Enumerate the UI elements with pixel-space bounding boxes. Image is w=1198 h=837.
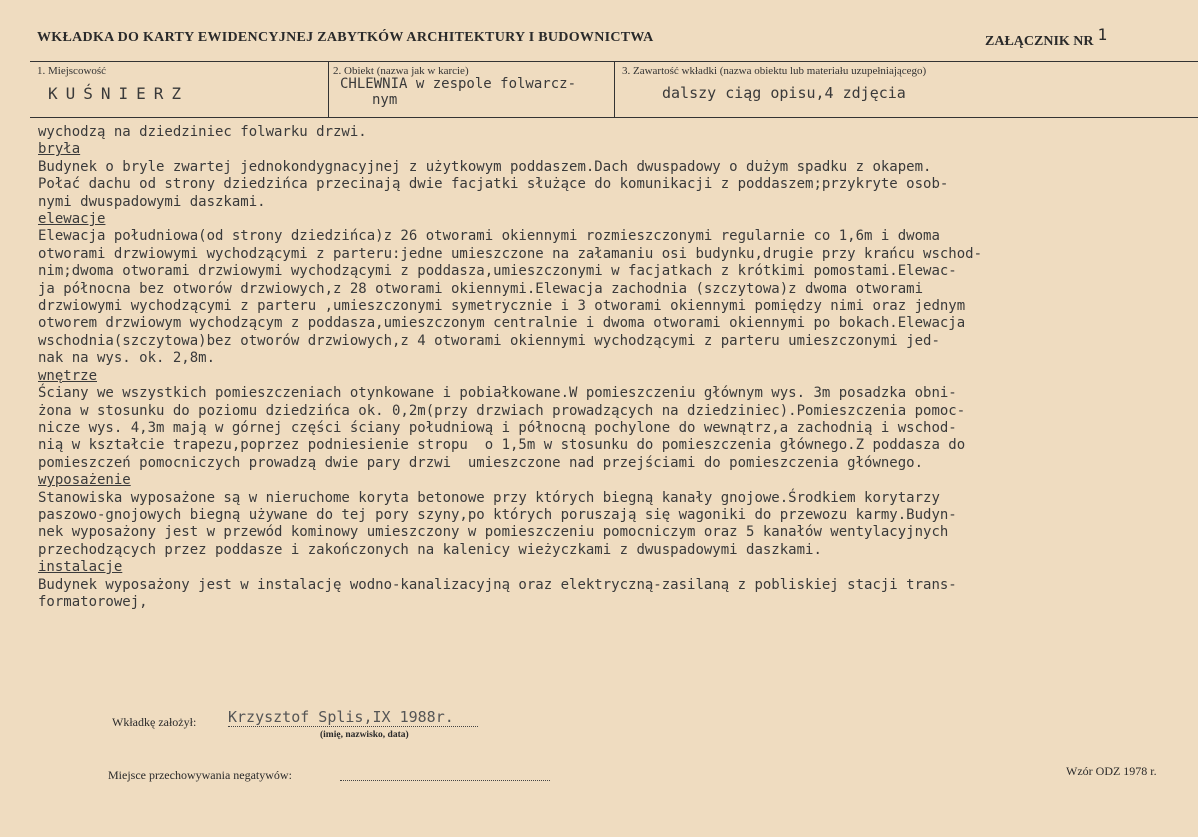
object-value-line1: CHLEWNIA w zespole folwarcz- <box>340 76 577 92</box>
negatives-label: Miejsce przechowywania negatywów: <box>108 768 292 782</box>
text-line: wychodzą na dziedziniec folwarku drzwi. <box>38 124 367 140</box>
text-line: Stanowiska wyposażone są w nieruchome koryta betonowe przy których biegną kanały gnojowe.Środkiem korytarzy <box>38 489 940 506</box>
text-line: Ściany we wszystkich pomieszczeniach otynkowane i pobiałkowane.W pomieszczeniu głównym wys. 3m posadzka obni- <box>38 385 957 402</box>
text-line: ja północna bez otworów drzwiowych,z 28 otworami okiennymi.Elewacja zachodnia (szczytowa)z dwoma otworami <box>38 280 924 297</box>
text-line: przechodzących przez poddasze i zakończonych na kalenicy wieżyczkami z dwuspadowymi daszkami. <box>38 541 822 558</box>
text-line: Elewacja południowa(od strony dziedzińca)z 26 otworami okiennymi rozmieszczonymi regularnie co 1,6m i dwoma <box>38 228 940 245</box>
text-line: otworem drzwiowym wychodzącym z poddasza,umieszczonym centralnie i dwoma otworami okiennymi po bokach.Elewacja <box>38 315 966 332</box>
text-line: pomieszczeń pomocniczych prowadzą dwie pary drzwi umieszczone nad przejściami do pomieszczenia głównego. <box>38 454 924 471</box>
text-line: żona w stosunku do poziomu dziedzińca ok. 0,2m(przy drzwiach prowadzących na dziedziniec).Pomieszczenia pomoc- <box>38 402 966 419</box>
author-hint: (imię, nazwisko, data) <box>320 730 409 740</box>
fields-divider <box>30 117 1198 118</box>
form-title: WKŁADKA DO KARTY EWIDENCYJNEJ ZABYTKÓW ARCHITEKTURY I BUDOWNICTWA <box>37 30 654 45</box>
annex-number: 1 <box>1097 25 1108 44</box>
field-divider-1 <box>328 61 329 118</box>
place-value: KUŚNIERZ <box>48 84 190 103</box>
text-line: otworami drzwiowymi wychodzącymi z parteru:jedne umieszczone na załamaniu osi budynku,drugie przy krańcu wschod- <box>38 245 983 262</box>
section-heading: bryła <box>38 141 81 158</box>
object-value-line2: nym <box>372 92 398 108</box>
field-divider-2 <box>614 61 615 118</box>
author-value: Krzysztof Splis,IX 1988r. <box>228 708 478 727</box>
section-heading: instalacje <box>38 559 123 576</box>
contents-value: dalszy ciąg opisu,4 zdjęcia <box>662 84 906 102</box>
text-line: Połać dachu od strony dziedzińca przecinają dwie facjatki służące do komunikacji z poddaszem;przykryte osob- <box>38 176 949 193</box>
object-value <box>340 76 576 108</box>
negatives-line <box>340 780 550 781</box>
annex-label <box>985 25 1108 50</box>
text-line: nak na wys. ok. 2,8m. <box>38 350 216 367</box>
contents-label: 3. Zawartość wkładki (nazwa obiektu lub materiału uzupełniającego) <box>622 65 927 77</box>
text-line: Budynek o bryle zwartej jednokondygnacyjnej z użytkowym poddaszem.Dach dwuspadowy o dużym spadku z okapem. <box>38 158 932 175</box>
annex-label-text: ZAŁĄCZNIK NR <box>985 34 1094 49</box>
section-heading: wnętrze <box>38 367 98 384</box>
section-heading: elewacje <box>38 211 106 228</box>
author-label: Wkładkę założył: <box>112 715 197 729</box>
text-line: nymi dwuspadowymi daszkami. <box>38 193 266 210</box>
text-line: wschodnia(szczytowa)bez otworów drzwiowych,z 4 otworami okiennymi wychodzącymi z parteru umieszczonymi jed- <box>38 332 940 349</box>
text-line: nią w kształcie trapezu,poprzez podniesienie stropu o 1,5m w stosunku do pomieszczenia głównego.Z poddasza do <box>38 437 966 454</box>
text-line: paszowo-gnojowych biegną używane do tej pory szyny,po których poruszają się wagoniki do przewozu karmy.Budyn- <box>38 506 957 523</box>
section-heading: wyposażenie <box>38 472 131 489</box>
description-text <box>38 124 1178 611</box>
text-line: nim;dwoma otworami drzwiowymi wychodzącymi z poddasza,umieszczonymi w facjatkach z krótkimi pomostami.Elewac- <box>38 263 957 280</box>
text-line: nek wyposażony jest w przewód kominowy umieszczony w pomieszczeniu pomocniczym oraz 5 kanałów wentylacyjnych <box>38 524 949 541</box>
text-line: nicze wys. 4,3m mają w górnej części ściany południową i północną pochylone do wewnątrz,a zachodnią i wschod- <box>38 419 957 436</box>
object-label: 2. Obiekt (nazwa jak w karcie) <box>333 65 469 77</box>
text-line: formatorowej, <box>38 593 148 610</box>
text-line: drzwiowymi wychodzącymi z parteru ,umieszczonymi symetrycznie i 3 otworami okiennymi pomiędzy nimi oraz jednym <box>38 298 966 315</box>
place-label: 1. Miejscowość <box>37 65 107 77</box>
pattern-label: Wzór ODZ 1978 r. <box>1066 764 1157 778</box>
text-line: Budynek wyposażony jest w instalację wodno-kanalizacyjną oraz elektryczną-zasilaną z pobliskiej stacji trans- <box>38 576 957 593</box>
